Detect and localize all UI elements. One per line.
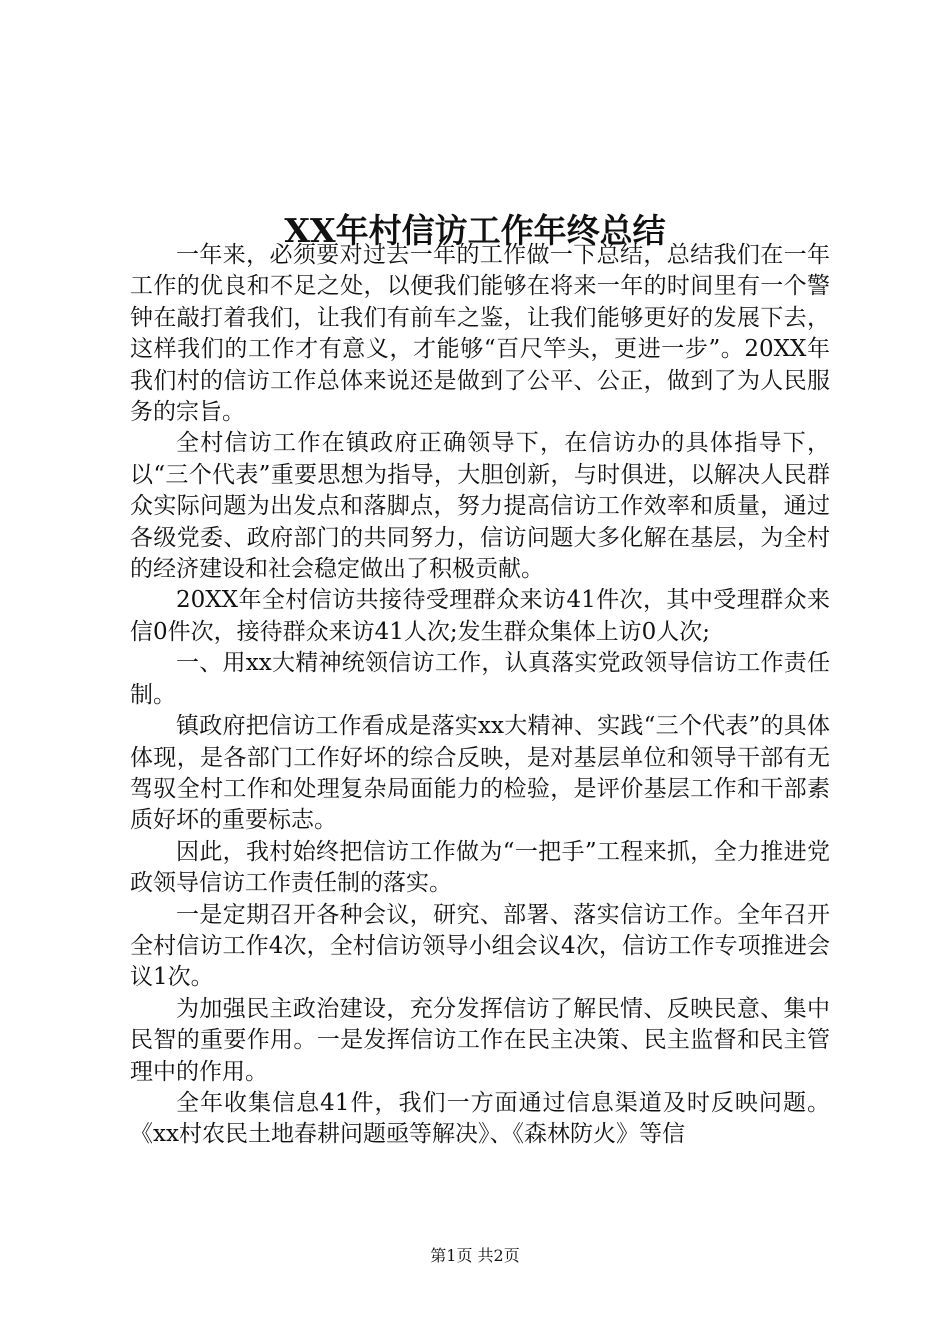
document-body	[130, 240, 830, 1151]
paragraph-9: 全年收集信息41件，我们一方面通过信息渠道及时反映问题。《xx村农民土地春耕问题亟等解决》、《森林防火》等信	[130, 1089, 830, 1148]
paragraph-4: 一、用xx大精神统领信访工作，认真落实党政领导信访工作责任制。	[130, 650, 830, 708]
paragraph-3: 20XX年全村信访共接待受理群众来访41件次，其中受理群众来信0件次，接待群众来访41人次;发生群众集体上访0人次;	[130, 587, 830, 645]
paragraph-5: 镇政府把信访工作看成是落实xx大精神、实践“三个代表”的具体体现，是各部门工作好坏的综合反映，是对基层单位和领导干部有无驾驭全村工作和处理复杂局面能力的检验，是评价基层工作和干部素质好坏的重要标志。	[130, 713, 830, 834]
paragraph-6: 因此，我村始终把信访工作做为“一把手”工程来抓，全力推进党政领导信访工作责任制的落实。	[130, 838, 830, 897]
paragraph-7: 一是定期召开各种会议，研究、部署、落实信访工作。全年召开全村信访工作4次，全村信访领导小组会议4次，信访工作专项推进会议1次。	[130, 901, 830, 991]
paragraph-2: 全村信访工作在镇政府正确领导下，在信访办的具体指导下，以“三个代表”重要思想为指导，大胆创新，与时俱进，以解决人民群众实际问题为出发点和落脚点，努力提高信访工作效率和质量，通过各级党委、政府部门的共同努力，信访问题大多化解在基层，为全村的经济建设和社会稳定做出了积极贡献。	[130, 430, 830, 583]
paragraph-1: 一年来，必须要对过去一年的工作做一下总结，总结我们在一年工作的优良和不足之处，以便我们能够在将来一年的时间里有一个警钟在敲打着我们，让我们有前车之鉴，让我们能够更好的发展下去，这样我们的工作才有意义，才能够“百尺竿头，更进一步”。20XX年我们村的信访工作总体来说还是做到了公平、公正，做到了为人民服务的宗旨。	[130, 242, 830, 426]
page-number-footer: 第1页 共2页	[430, 1246, 520, 1265]
paragraph-8: 为加强民主政治建设，充分发挥信访了解民情、反映民意、集中民智的重要作用。一是发挥信访工作在民主决策、民主监督和民主管理中的作用。	[130, 995, 830, 1085]
document-title: XX年村信访工作年终总结	[284, 211, 666, 251]
